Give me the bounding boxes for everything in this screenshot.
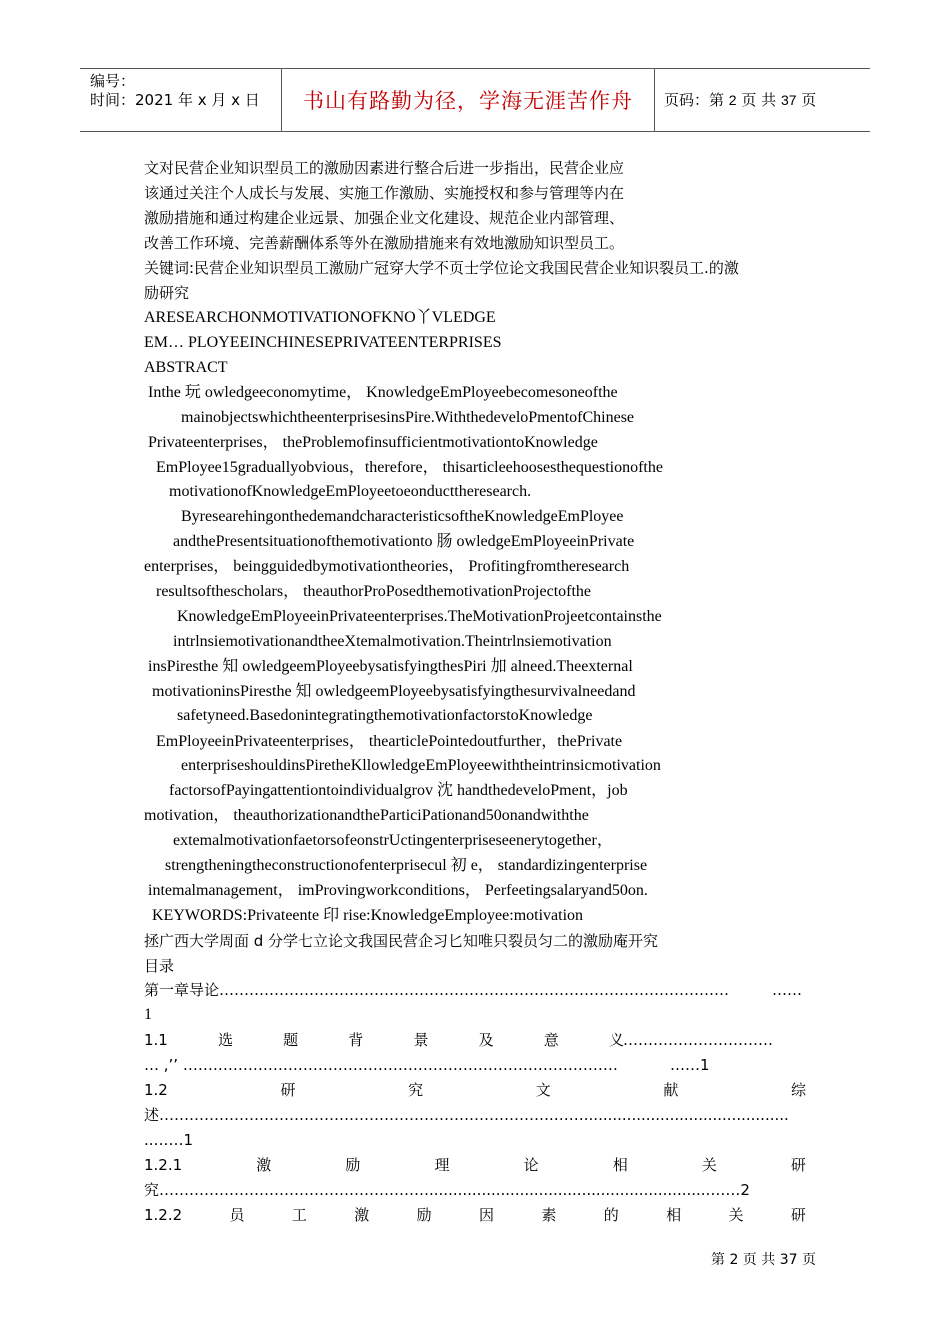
toc-title-char: 激: [256, 1156, 272, 1174]
document-date-label: 时间：2021 年 x 月 x 日: [90, 91, 260, 109]
toc-leader-cont: 述…………………………………………………………………….……...........................................: [144, 1106, 789, 1124]
keywords-cn-cont: 励研究: [144, 284, 190, 302]
page-code-mid: 页 共: [741, 91, 777, 109]
running-header-line: 拯广西大学周面 d 分学七立论文我国民营企习匕知唯只裂员匀二的激励庵开究: [144, 932, 659, 950]
toc-title-char: 关: [728, 1206, 744, 1224]
toc-title-char: 论: [523, 1156, 539, 1174]
toc-title-char: 研: [790, 1206, 806, 1224]
toc-title-char: 研: [280, 1081, 296, 1099]
toc-title-char: 相: [666, 1206, 682, 1224]
toc-title-char: 励: [345, 1156, 361, 1174]
abstract-line: intemalmanagement， imProvingworkconditions， Perfeetingsalaryand50on.: [148, 882, 648, 899]
abstract-line: Privateenterprises， theProblemofinsufficientmotivationtoKnowledge: [148, 434, 598, 451]
abstract-line: EmPloyee15graduallyobvious，therefore， thisarticleehoosesthequestionofthe: [156, 459, 663, 476]
toc-title-char: 工: [291, 1206, 307, 1224]
toc-title-char: 文: [535, 1081, 551, 1099]
abstract-line: extemalmotivationfaetorsofeonstrUctingenterpriseseenerytogether，: [173, 832, 613, 849]
toc-leader-cont: 究………………………………………………...........................................................……2: [144, 1181, 750, 1199]
keywords-cn: 关键词:民营企业知识型员工激励广冠穿大学不页士学位论文我国民营企业知识裂员工.的激: [144, 259, 739, 277]
toc-entry-1-2-1[interactable]: [144, 1155, 806, 1175]
body-line: 文对民营企业知识型员工的激励因素进行整合后进一步指出，民营企业应: [144, 159, 625, 177]
toc-title-char: 选: [218, 1031, 234, 1049]
header-meta-cell: [80, 69, 282, 131]
toc-leader: …………………………: [623, 1031, 773, 1049]
toc-entry-chapter-1[interactable]: [144, 980, 806, 1000]
page-header: [80, 68, 870, 132]
abstract-line: ByresearehingonthedemandcharacteristicsoftheKnowledgeEmPloyee: [181, 508, 624, 525]
toc-title-char: 及: [478, 1031, 494, 1049]
toc-title-char: 因: [479, 1206, 495, 1224]
abstract-line: Inthe 玩 owledgeeconomytime， KnowledgeEmPloyeebecomesoneofthe: [148, 384, 618, 401]
abstract-line: andthePresentsituationofthemotivationto 肠 owledgeEmPloyeeinPrivate: [173, 533, 635, 550]
toc-section-number: 1.2.1: [144, 1156, 183, 1174]
abstract-line: resultsofthescholars， theauthorProPosedthemotivationProjectofthe: [156, 583, 592, 600]
toc-section-number: 1.2.2: [144, 1206, 183, 1224]
toc-title-char: 献: [663, 1081, 679, 1099]
header-page-cell: [655, 69, 870, 131]
toc-title-char: 激: [354, 1206, 370, 1224]
page-code-current: 2: [728, 92, 737, 108]
toc-entry-1-1[interactable]: [144, 1030, 624, 1050]
abstract-line: EmPloyeeinPrivateenterprises， thearticlePointedoutfurther，thePrivate: [156, 733, 623, 750]
toc-entry-1-2[interactable]: [144, 1080, 806, 1100]
abstract-line: insPiresthe 知 owledgeemPloyeebysatisfyingthesPiri 加 alneed.Theexternal: [148, 658, 633, 675]
toc-heading: 目录: [144, 957, 175, 975]
abstract-line: KnowledgeEmPloyeeinPrivateenterprises.TheMotivationProjeetcontainsthe: [177, 608, 662, 625]
page-footer: 第 2 页 共 37 页: [711, 1252, 816, 1268]
keywords-en: KEYWORDS:Privateente 印 rise:KnowledgeEmployee:motivation: [152, 907, 584, 924]
toc-title-char: 背: [348, 1031, 364, 1049]
abstract-line: motivationinsPiresthe 知 owledgeemPloyeebysatisfyingthesurvivalneedand: [152, 683, 636, 700]
abstract-line: strengtheningtheconstructionofenterprisecul 初 e， standardizingenterprise: [165, 857, 648, 874]
toc-section-number: 1.1: [144, 1031, 168, 1049]
english-title-line-1: ARESEARCHONMOTIVATIONOFKNO丫VLEDGE: [144, 309, 496, 326]
abstract-line: enterpriseshouldinsPiretheKllowledgeEmPloyeewiththeintrinsicmotivation: [181, 757, 661, 774]
abstract-line: motivation， theauthorizationandtheParticiPationand50onandwiththe: [144, 807, 589, 824]
abstract-line: factorsofPayingattentiontoindividualgrov 沈 handthedeveloPment，job: [169, 782, 628, 799]
toc-title-char: 题: [283, 1031, 299, 1049]
toc-title-char: 景: [413, 1031, 429, 1049]
document-number-label: 编号：: [90, 72, 136, 90]
toc-section-number: 1.2: [144, 1081, 168, 1099]
toc-page-number: ……1: [670, 1056, 710, 1074]
abstract-line: mainobjectswhichtheenterprisesinsPire.WiththedeveloPmentofChinese: [181, 409, 635, 426]
toc-title-char: 意: [543, 1031, 559, 1049]
body-line: 激励措施和通过构建企业远景、加强企业文化建设、规范企业内部管理、: [144, 209, 625, 227]
toc-title-char: 研: [790, 1156, 806, 1174]
abstract-line: safetyneed.BasedonintegratingthemotivationfactorstoKnowledge: [177, 707, 593, 724]
toc-leader-end: ……: [772, 981, 802, 999]
header-page-code: [664, 89, 816, 110]
header-motto: 书山有路勤为径，学海无涯苦作舟: [303, 89, 633, 113]
body-line: 改善工作环境、完善薪酬体系等外在激励措施来有效地激励知识型员工。: [144, 234, 625, 252]
toc-title-char: 综: [790, 1081, 806, 1099]
toc-entry-title: 第一章导论: [144, 981, 220, 999]
toc-title-char: 义: [608, 1031, 624, 1049]
toc-title-char: 励: [416, 1206, 432, 1224]
abstract-heading: ABSTRACT: [144, 359, 228, 376]
page-code-suffix: 页: [801, 91, 817, 109]
body-line: 该通过关注个人成长与发展、实施工作激励、实施授权和参与管理等内在: [144, 184, 625, 202]
header-motto-cell: [282, 69, 655, 131]
toc-title-char: 关: [701, 1156, 717, 1174]
toc-title-char: 相: [612, 1156, 628, 1174]
english-title-line-2: EM… PLOYEEINCHINESEPRIVATEENTERPRISES: [144, 334, 502, 351]
abstract-line: enterprises， beingguidedbymotivationtheories， Profitingfromtheresearch: [144, 558, 630, 575]
toc-title-char: 员: [229, 1206, 245, 1224]
abstract-line: intrlnsiemotivationandtheeXtemalmotivation.Theintrlnsiemotivation: [173, 633, 612, 650]
toc-leader: …………………………………………………………………………………………: [219, 981, 730, 999]
toc-leader-cont: … ,’’ ……………………………………………………………………………: [144, 1056, 618, 1074]
toc-title-char: 究: [408, 1081, 424, 1099]
page-code-total: 37: [780, 92, 797, 108]
toc-page-number: ..……1: [144, 1131, 194, 1149]
toc-title-char: 理: [434, 1156, 450, 1174]
abstract-line: motivationofKnowledgeEmPloyeetoeonducttheresearch.: [169, 483, 532, 500]
toc-entry-1-2-2[interactable]: [144, 1205, 806, 1225]
toc-title-char: 的: [603, 1206, 619, 1224]
page-code-prefix: 页码：第: [664, 91, 725, 109]
toc-page-number: 1: [144, 1006, 152, 1023]
toc-title-char: 素: [541, 1206, 557, 1224]
